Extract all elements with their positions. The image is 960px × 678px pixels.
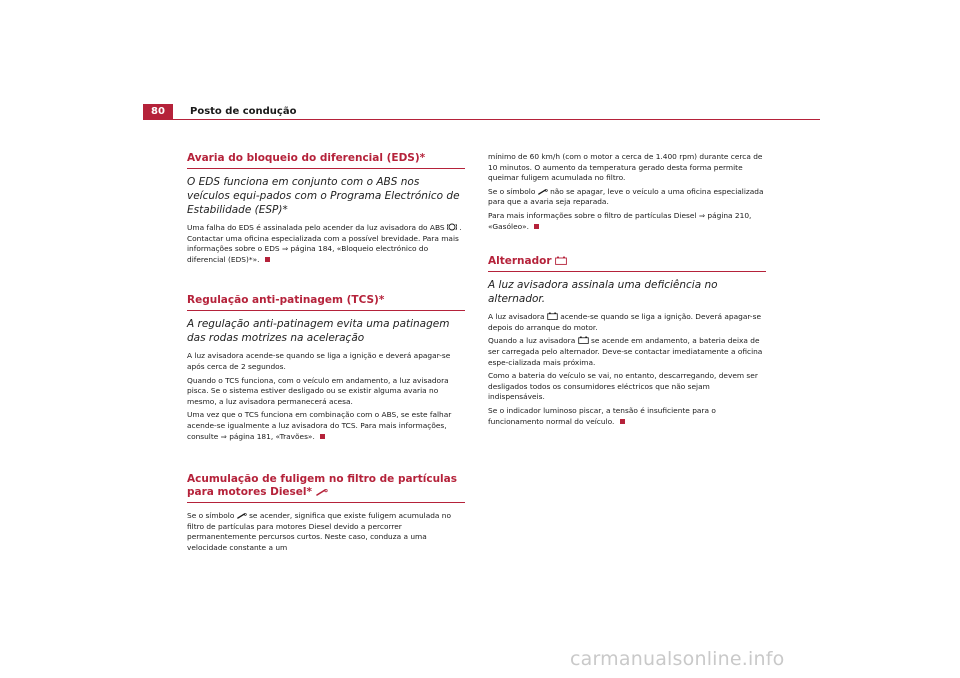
section-title-eds: Avaria do bloqueio do diferencial (EDS)* bbox=[187, 152, 465, 169]
paragraph: Para mais informações sobre o filtro de partículas Diesel ⇒ página 210, «Gasóleo». bbox=[488, 210, 752, 231]
section-lead-alternator: A luz avisadora assinala uma deficiência no alternador. bbox=[488, 279, 718, 306]
end-of-section-icon bbox=[265, 257, 270, 262]
battery-icon bbox=[547, 312, 558, 320]
watermark: carmanualsonline.info bbox=[570, 648, 785, 670]
paragraph: Se o indicador luminoso piscar, a tensão é insuficiente para o funcionamento normal do veículo. bbox=[488, 405, 716, 426]
page-number: 80 bbox=[143, 104, 173, 120]
paragraph: Se o símbolo se acender, significa que existe fuligem acumulada no filtro de partículas para motores Diesel devido a percorrer permanentemente percursos curtos. Neste caso, conduza a uma velocidade constante a um bbox=[187, 511, 452, 552]
end-of-section-icon bbox=[320, 434, 325, 439]
diesel-filter-icon bbox=[538, 189, 548, 195]
header-rule bbox=[143, 119, 820, 120]
section-title-alternator: Alternador bbox=[488, 255, 766, 272]
abs-warning-icon bbox=[447, 223, 457, 231]
section-lead-eds: O EDS funciona em conjunto com o ABS nos veículos equi-pados com o Programa Electrónico de Estabilidade (ESP)* bbox=[187, 176, 460, 216]
paragraph: Como a bateria do veículo se vai, no entanto, descarregando, devem ser desligados todos os consumidores eléctricos que não sejam indispensáveis. bbox=[488, 371, 758, 402]
paragraph: A luz avisadora acende-se quando se liga a ignição. Deverá apagar-se depois do arranque do motor. bbox=[488, 312, 761, 332]
paragraph: Quando a luz avisadora se acende em andamento, a bateria deixa de ser carregada pelo alternador. Deve-se contactar imediatamente a oficina espe-cializada mais próxima. bbox=[488, 336, 763, 367]
paragraph: Uma vez que o TCS funciona em combinação com o ABS, se este falhar acende-se igualmente a luz avisadora do TCS. Para mais informações, consulte ⇒ página 181, «Travões». bbox=[187, 410, 452, 441]
left-column bbox=[187, 152, 465, 557]
paragraph: mínimo de 60 km/h (com o motor a cerca de 1.400 rpm) durante cerca de 10 minutos. O aumento da temperatura gerado desta forma permite queimar fuligem acumulada no filtro. bbox=[488, 152, 763, 183]
diesel-filter-icon bbox=[237, 513, 247, 519]
battery-icon bbox=[578, 336, 589, 344]
running-title: Posto de condução bbox=[190, 106, 297, 117]
section-title-tcs: Regulação anti-patinagem (TCS)* bbox=[187, 294, 465, 311]
section-tcs bbox=[187, 294, 465, 442]
paragraph: Se o símbolo não se apagar, leve o veículo a uma oficina especializada para que a avaria seja reparada. bbox=[488, 186, 764, 207]
end-of-section-icon bbox=[620, 419, 625, 424]
paragraph: A luz avisadora acende-se quando se liga a ignição e deverá apagar-se após cerca de 2 segundos. bbox=[187, 351, 451, 371]
paragraph: Quando o TCS funciona, com o veículo em andamento, a luz avisadora pisca. Se o sistema estiver desligado ou se existir alguma avaria no mesmo, a luz avisadora permanecerá acesa. bbox=[187, 375, 449, 406]
section-alternator bbox=[488, 255, 766, 427]
diesel-filter-icon bbox=[316, 489, 328, 496]
section-title-soot: Acumulação de fuligem no filtro de partículas para motores Diesel* bbox=[187, 473, 465, 503]
section-soot bbox=[187, 473, 465, 553]
section-lead-tcs: A regulação anti-patinagem evita uma patinagem das rodas motrizes na aceleração bbox=[187, 318, 450, 345]
section-eds bbox=[187, 152, 465, 265]
paragraph: Uma falha do EDS é assinalada pelo acender da luz avisadora do ABS . Contactar uma oficina especializada com a possível brevidade. Para mais informações sobre o EDS ⇒ página 184, «Bloqueio electrónico do diferencial (EDS)*». bbox=[187, 223, 462, 264]
battery-icon bbox=[555, 256, 567, 265]
end-of-section-icon bbox=[534, 224, 539, 229]
right-column bbox=[488, 152, 766, 430]
